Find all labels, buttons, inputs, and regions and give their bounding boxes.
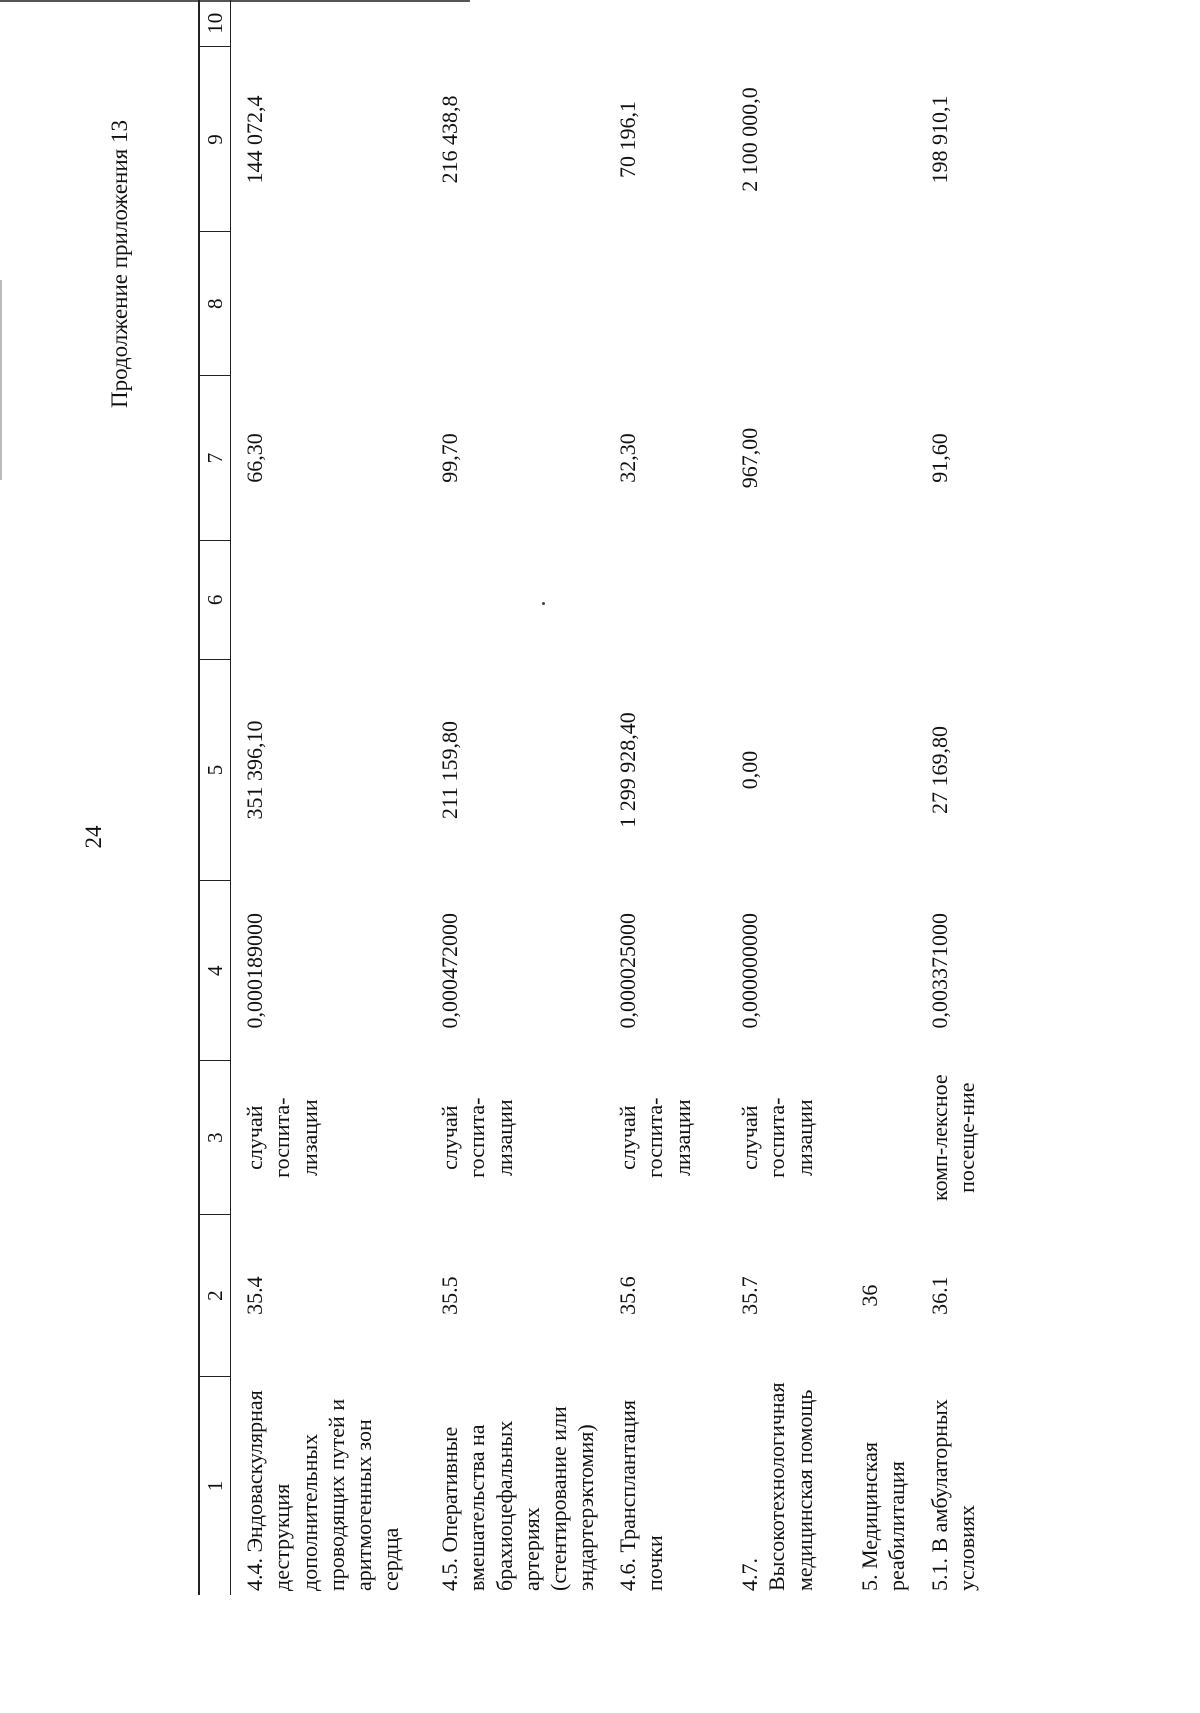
row-number-cell: 35.5 bbox=[437, 1276, 462, 1315]
col8-cell bbox=[726, 232, 846, 375]
cost-cell: 27 169,80 bbox=[927, 726, 952, 815]
col9-cell: 2 100 000,0 bbox=[737, 87, 762, 192]
row-number-cell: 36 bbox=[857, 1284, 882, 1307]
unit-cell bbox=[846, 1060, 916, 1214]
norm-cell: 0,000025000 bbox=[615, 912, 640, 1029]
col7-cell bbox=[846, 375, 916, 540]
col8-cell bbox=[604, 232, 726, 375]
col7-cell: 66,30 bbox=[242, 433, 267, 483]
col7-cell: 99,70 bbox=[437, 433, 462, 483]
col6-cell bbox=[916, 541, 1026, 659]
row-number-cell: 36.1 bbox=[927, 1276, 952, 1315]
row-number-cell: 35.6 bbox=[615, 1276, 640, 1315]
column-header: 9 bbox=[199, 47, 231, 232]
norm-cell bbox=[846, 881, 916, 1060]
column-header: 10 bbox=[199, 0, 231, 47]
cost-cell: 1 299 928,40 bbox=[615, 712, 640, 828]
col7-cell: 91,60 bbox=[927, 433, 952, 483]
col7-cell: 32,30 bbox=[615, 433, 640, 483]
table-row bbox=[426, 0, 604, 1595]
col8-cell bbox=[231, 232, 427, 375]
table-row bbox=[231, 0, 427, 1595]
cost-cell: 351 396,10 bbox=[242, 720, 267, 820]
column-header: 8 bbox=[199, 232, 231, 375]
norm-cell: 0,003371000 bbox=[927, 912, 952, 1029]
col6-cell bbox=[231, 541, 427, 659]
column-header: 5 bbox=[199, 659, 231, 881]
row-name-cell: 5. Медицинская реабилитация bbox=[857, 1441, 910, 1591]
norm-cell: 0,000472000 bbox=[437, 912, 462, 1029]
row-name-cell: 4.7. Высокотехнологичная медицинская помощь bbox=[737, 1382, 817, 1591]
cost-cell: 0,00 bbox=[737, 750, 762, 790]
column-header: 4 bbox=[199, 881, 231, 1060]
unit-cell: случай госпита-лизации bbox=[615, 1097, 695, 1178]
col10-cell bbox=[726, 0, 846, 47]
col9-cell: 70 196,1 bbox=[615, 100, 640, 178]
col9-cell bbox=[846, 47, 916, 232]
cost-cell: 211 159,80 bbox=[437, 720, 462, 820]
col6-cell bbox=[726, 541, 846, 659]
unit-cell: случай госпита-лизации bbox=[737, 1097, 817, 1178]
col8-cell bbox=[846, 232, 916, 375]
unit-cell: случай госпита-лизации bbox=[437, 1097, 517, 1178]
column-header: 6 bbox=[199, 541, 231, 659]
row-name-cell: 4.6. Трансплантация почки bbox=[615, 1399, 668, 1591]
unit-cell: комп-лексное посеще-ние bbox=[927, 1074, 980, 1201]
row-number-cell: 35.7 bbox=[737, 1276, 762, 1315]
col6-cell bbox=[846, 541, 916, 659]
row-name-cell: 4.5. Оперативные вмешательства на брахиоцефальных артериях (стентирование или эндартерэктомия) bbox=[437, 1406, 599, 1591]
col10-cell bbox=[231, 0, 427, 47]
col9-cell: 216 438,8 bbox=[437, 95, 462, 184]
col8-cell bbox=[916, 232, 1026, 375]
col6-cell bbox=[604, 541, 726, 659]
table-row bbox=[604, 0, 726, 1595]
col7-cell: 967,00 bbox=[737, 427, 762, 489]
column-header: 2 bbox=[199, 1215, 231, 1377]
norm-cell: 0,000189000 bbox=[242, 912, 267, 1029]
row-name-cell: 5.1. В амбулаторных условиях bbox=[927, 1399, 980, 1591]
tariff-table bbox=[198, 0, 1026, 1595]
table-header-row bbox=[199, 0, 231, 1595]
row-name-cell: 4.4. Эндоваскулярная деструкция дополнительных проводящих путей и аритмогенных зон сердца bbox=[242, 1390, 404, 1591]
continuation-label: Продолжение приложения 13 bbox=[107, 120, 132, 408]
column-header: 1 bbox=[199, 1376, 231, 1595]
cost-cell bbox=[846, 659, 916, 881]
col9-cell: 144 072,4 bbox=[242, 95, 267, 184]
col8-cell bbox=[426, 232, 604, 375]
unit-cell: случай госпита-лизации bbox=[242, 1097, 322, 1178]
row-number-cell: 35.4 bbox=[242, 1276, 267, 1315]
col10-cell bbox=[916, 0, 1026, 47]
col10-cell bbox=[604, 0, 726, 47]
col9-cell: 198 910,1 bbox=[927, 95, 952, 184]
col6-cell bbox=[426, 541, 604, 659]
table-row bbox=[726, 0, 846, 1595]
column-header: 3 bbox=[199, 1060, 231, 1214]
page-number: 24 bbox=[81, 825, 106, 849]
column-header: 7 bbox=[199, 375, 231, 540]
table-row bbox=[916, 0, 1026, 1595]
col10-cell bbox=[426, 0, 604, 47]
col10-cell bbox=[846, 0, 916, 47]
table-row bbox=[846, 0, 916, 1595]
scan-speck bbox=[542, 602, 545, 605]
norm-cell: 0,000000000 bbox=[737, 912, 762, 1029]
